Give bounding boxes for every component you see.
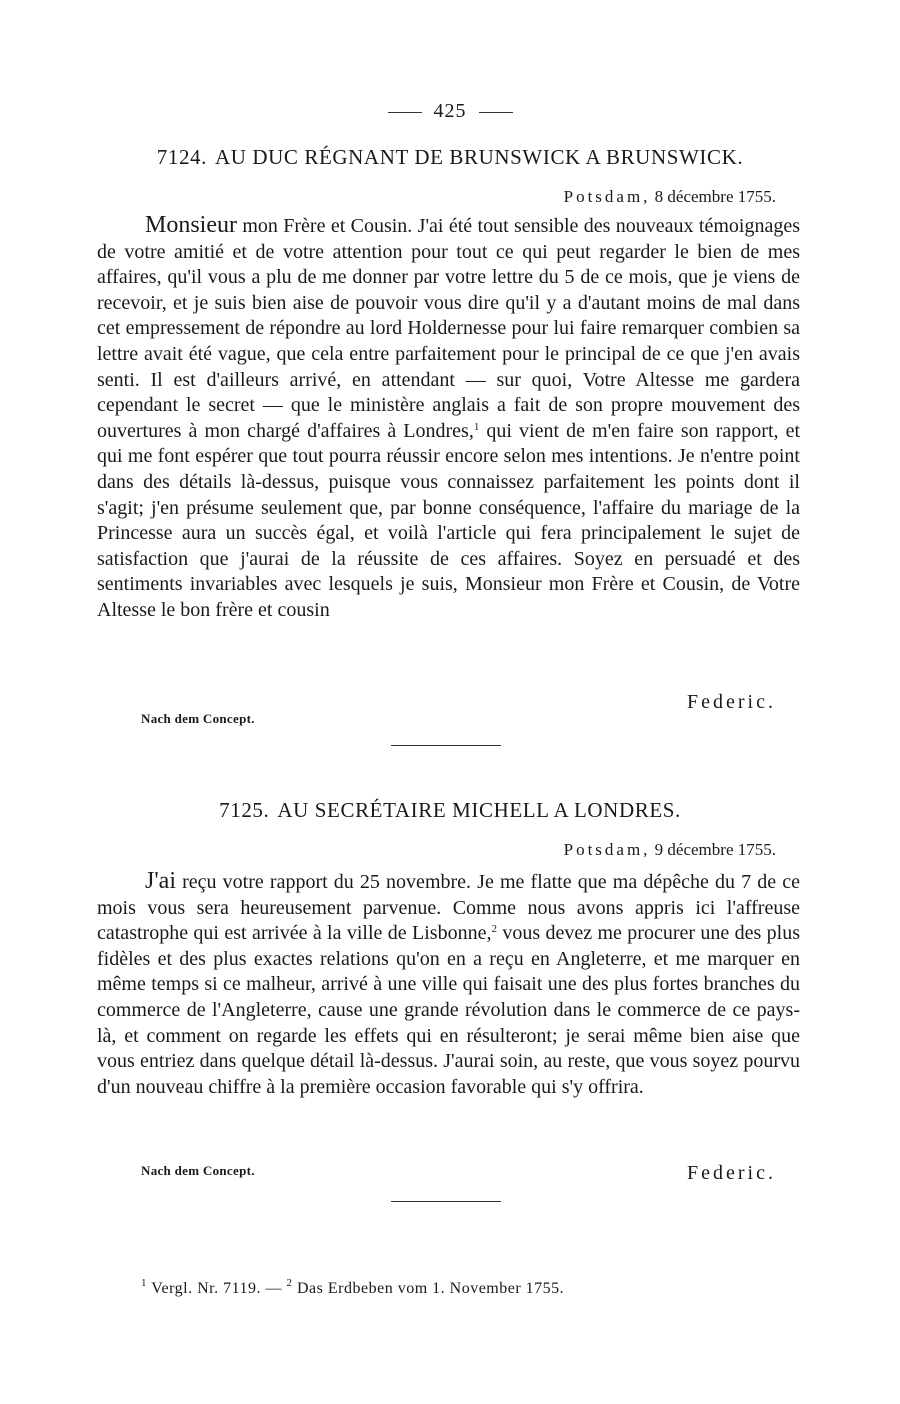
letter-heading: [0, 145, 900, 170]
letter-title: AU SECRÉTAIRE MICHELL A LONDRES.: [277, 798, 681, 822]
letter-number: 7125.: [219, 798, 270, 822]
page-number: [0, 100, 900, 123]
letter-signature: Federic.: [687, 691, 776, 713]
letter-text-part: mon Frère et Cousin. J'ai été tout sensible des nouveaux témoignages de votre amitié et de votre attention pour tout ce qui peut regarder le bien de mes affaires, qu'il vous a plu de me donner par votre lettre du 5 de ce mois, que je viens de recevoir, et je suis bien aise de pouvoir vous dire qu'il y a d'autant moins de mal dans cet empressement de répondre au lord Holdernesse pour lui faire remarquer combien sa lettre avait été vague, que cela entre parfaitement pour le principal de ce que j'en avais senti. Il est d'ailleurs arrivé, en attendant — sur quoi, Votre Altesse me gardera cependant le secret — que le ministère anglais a fait de son propre mouvement des ouvertures à mon chargé d'affaires à Londres,: [97, 215, 800, 442]
letter-dateline: [564, 187, 776, 207]
letter-signature: Federic.: [687, 1162, 776, 1184]
section-divider: [391, 745, 501, 746]
letter-text-part: reçu votre rapport du 25 novembre. Je me flatte que ma dépêche du 7 de ce mois vous sera heureusement parvenue. Comme nous avons appris ici l'affreuse catastrophe qui est arrivée à la ville de Lisbonne,: [97, 871, 801, 945]
letter-opening-word: J'ai: [145, 868, 176, 894]
letter-heading: [0, 798, 900, 823]
letter-place: Potsdam,: [563, 187, 651, 206]
letter-place: Potsdam,: [563, 840, 651, 859]
letter-source: Nach dem Concept.: [141, 1163, 255, 1178]
footnote-text: Das Erdbeben vom 1. November 1755.: [297, 1280, 565, 1297]
footnote-text: Vergl. Nr. 7119. —: [151, 1280, 282, 1297]
footnote-mark: 1: [473, 420, 480, 433]
letter-date: 8 décembre 1755.: [654, 187, 776, 206]
footnote-mark: 2: [286, 1277, 293, 1289]
letter-text-part: vous devez me procurer une des plus fidèles et des plus exactes relations qu'on en a reçu en Angleterre, et me marquer en même temps si ce malheur, arrivé à une ville qui faisait une des plus fortes branches du commerce de l'Angleterre, cause une grande révolution dans le commerce de ce pays-là, et comment on regarde les effets qui en résulteront; je serai même bien aise que vous entriez dans quelque détail là-dessus. J'aurai soin, au reste, que vous soyez pourvu d'un nouveau chiffre à la première occasion favorable qui s'y offrira.: [97, 922, 801, 1098]
page-number-dash-left: [388, 112, 422, 113]
footnote-mark: 2: [491, 923, 497, 936]
letter-number: 7124.: [156, 145, 207, 169]
letter-title: AU DUC RÉGNANT DE BRUNSWICK A BRUNSWICK.: [215, 145, 744, 169]
letter-text-part: qui vient de m'en faire son rapport, et qui me font espérer que tout pourra réussir encore selon mes intentions. Je n'entre point dans des détails là-dessus, puisque vous connaissez parfaitement les points dont il s'agit; j'en présume seulement que, par bonne conséquence, l'affaire du mariage de la Princesse aura un succès égal, et voilà l'article qui fera principalement le sujet de satisfaction que j'aurai de la réussite de ces affaires. Soyez en persuadé et des sentiments invariables avec lesquels je suis, Monsieur mon Frère et Cousin, de Votre Altesse le bon frère et cousin: [97, 419, 801, 621]
letter-source: Nach dem Concept.: [141, 711, 255, 726]
letter-body: [97, 869, 800, 1100]
letter-opening-word: Monsieur: [145, 212, 237, 238]
letter-dateline: [564, 840, 776, 860]
footnotes: [141, 1277, 565, 1298]
page-number-dash-right: [479, 112, 513, 113]
section-divider: [391, 1201, 501, 1202]
footnote-mark: 1: [141, 1277, 147, 1289]
page-number-text: 425: [433, 100, 467, 122]
letter-body: [97, 213, 800, 624]
letter-date: 9 décembre 1755.: [654, 840, 776, 859]
